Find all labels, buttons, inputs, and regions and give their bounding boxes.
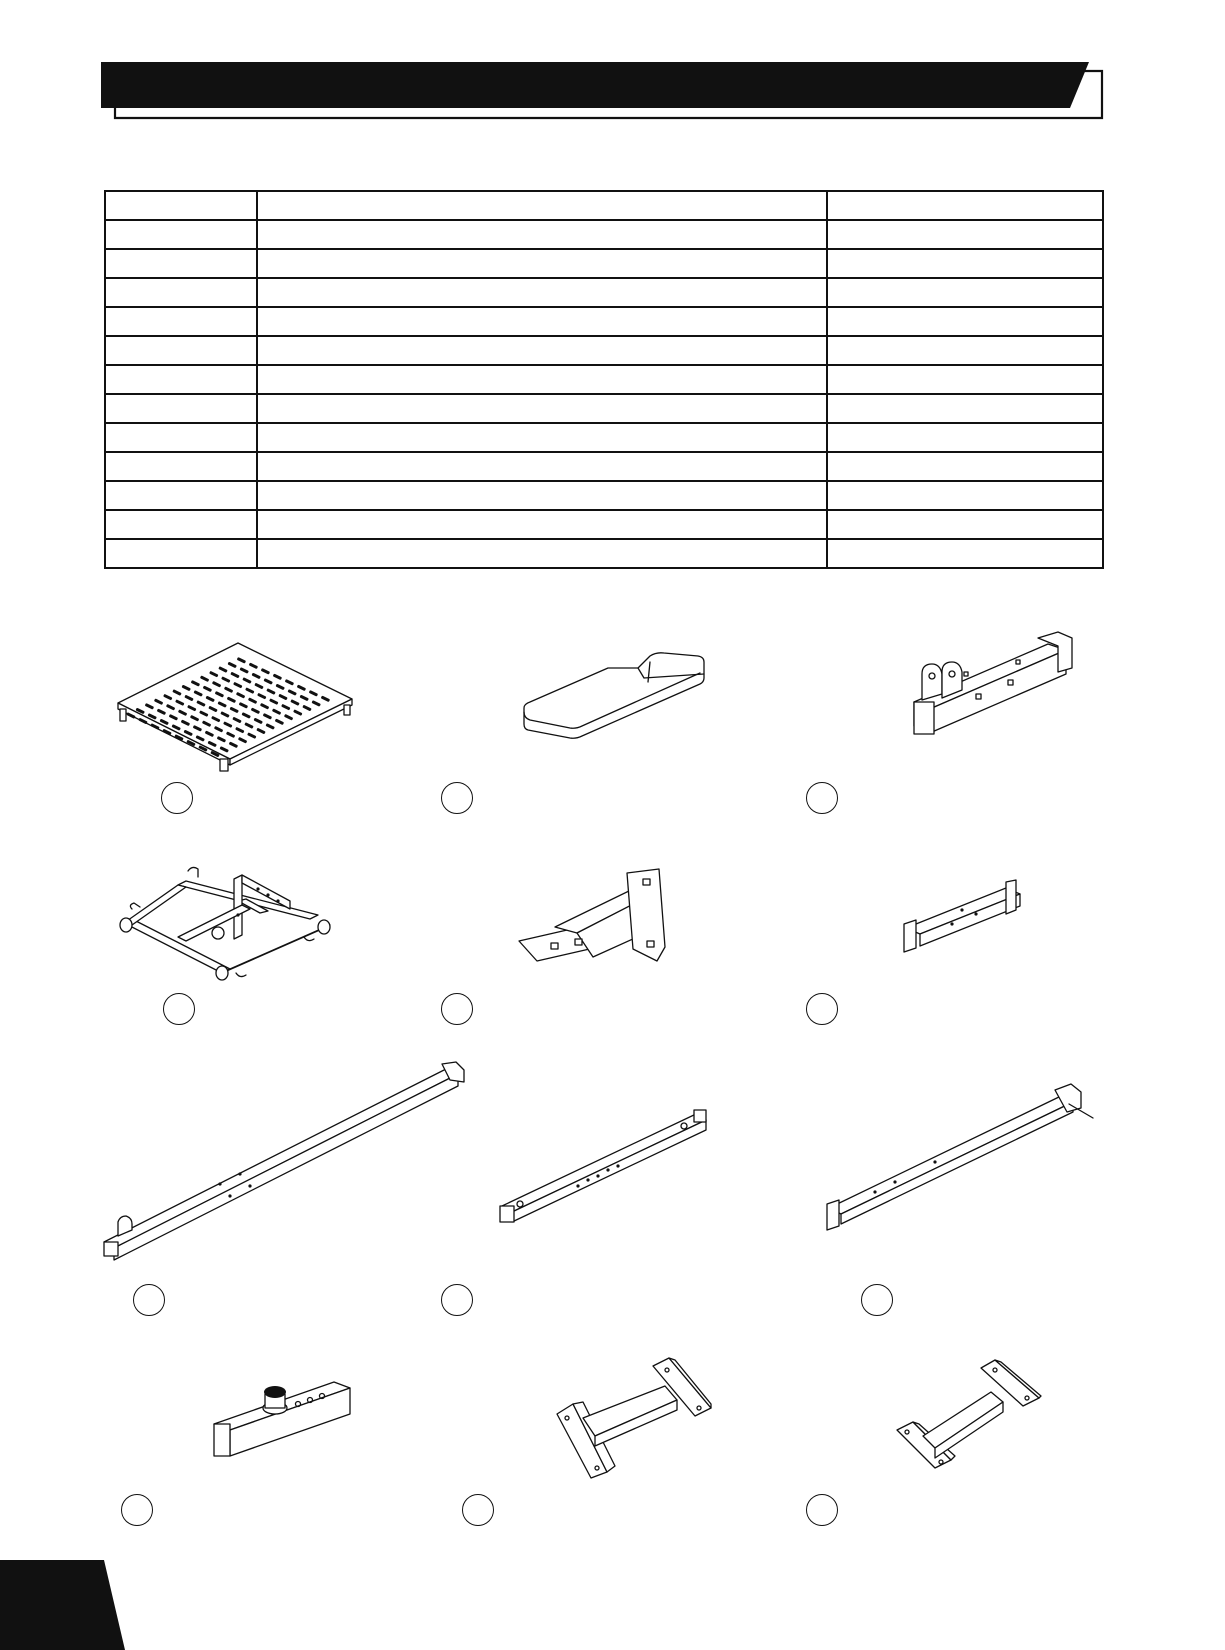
part-illustration-perforated-step-platform (110, 635, 360, 770)
quantity-cell (827, 307, 1103, 336)
part-number-cell (105, 423, 257, 452)
quantity-cell (827, 365, 1103, 394)
part-number-cell (105, 220, 257, 249)
part-illustration-medium-tube (498, 1108, 718, 1228)
part-number-cell (105, 481, 257, 510)
table-row (105, 481, 1103, 510)
description-cell (257, 336, 827, 365)
part-number-cell (105, 452, 257, 481)
callout-part-2 (441, 782, 473, 814)
table-row (105, 423, 1103, 452)
part-illustration-pivot-tube-with-brackets (898, 628, 1078, 738)
callout-part-7 (133, 1284, 165, 1316)
callout-part-8 (441, 1284, 473, 1316)
table-row (105, 249, 1103, 278)
description-cell (257, 394, 827, 423)
description-cell (257, 365, 827, 394)
quantity-cell (827, 191, 1103, 220)
part-illustration-seat-pad (520, 648, 705, 748)
description-cell (257, 191, 827, 220)
table-row (105, 539, 1103, 568)
callout-part-11 (462, 1494, 494, 1526)
table-row (105, 365, 1103, 394)
table-row (105, 191, 1103, 220)
quantity-cell (827, 452, 1103, 481)
quantity-cell (827, 220, 1103, 249)
part-illustration-plate-bracket (515, 865, 685, 985)
page-corner-tab (0, 1560, 130, 1650)
description-cell (257, 307, 827, 336)
callout-part-9 (861, 1284, 893, 1316)
part-illustration-base-frame (118, 865, 338, 985)
description-cell (257, 249, 827, 278)
part-number-cell (105, 249, 257, 278)
table-row (105, 394, 1103, 423)
quantity-cell (827, 249, 1103, 278)
callout-part-5 (441, 993, 473, 1025)
part-illustration-adjustment-tube-with-knob (210, 1380, 355, 1465)
callout-part-3 (806, 782, 838, 814)
part-number-cell (105, 278, 257, 307)
part-illustration-short-channel-bracket (902, 878, 1027, 953)
part-number-cell (105, 539, 257, 568)
header-title (130, 70, 1030, 100)
part-number-cell (105, 365, 257, 394)
quantity-cell (827, 278, 1103, 307)
callout-part-12 (806, 1494, 838, 1526)
part-illustration-long-tube (100, 1060, 470, 1260)
part-number-cell (105, 191, 257, 220)
callout-part-4 (163, 993, 195, 1025)
part-number-cell (105, 510, 257, 539)
description-cell (257, 423, 827, 452)
part-illustration-double-bracket-connector-a (553, 1356, 713, 1481)
quantity-cell (827, 423, 1103, 452)
table-row (105, 452, 1103, 481)
quantity-cell (827, 394, 1103, 423)
description-cell (257, 481, 827, 510)
header-banner (0, 0, 1225, 130)
part-number-cell (105, 336, 257, 365)
description-cell (257, 510, 827, 539)
callout-part-1 (161, 782, 193, 814)
quantity-cell (827, 336, 1103, 365)
part-number-cell (105, 307, 257, 336)
part-number-cell (105, 394, 257, 423)
table-row (105, 307, 1103, 336)
quantity-cell (827, 539, 1103, 568)
description-cell (257, 278, 827, 307)
quantity-cell (827, 481, 1103, 510)
table-row (105, 278, 1103, 307)
part-illustration-double-bracket-connector-b (895, 1358, 1045, 1473)
quantity-cell (827, 510, 1103, 539)
callout-part-6 (806, 993, 838, 1025)
callout-part-10 (121, 1494, 153, 1526)
table-row (105, 220, 1103, 249)
part-illustration-long-rail (825, 1082, 1095, 1232)
parts-table (104, 190, 1104, 569)
description-cell (257, 220, 827, 249)
description-cell (257, 539, 827, 568)
description-cell (257, 452, 827, 481)
table-row (105, 510, 1103, 539)
table-row (105, 336, 1103, 365)
